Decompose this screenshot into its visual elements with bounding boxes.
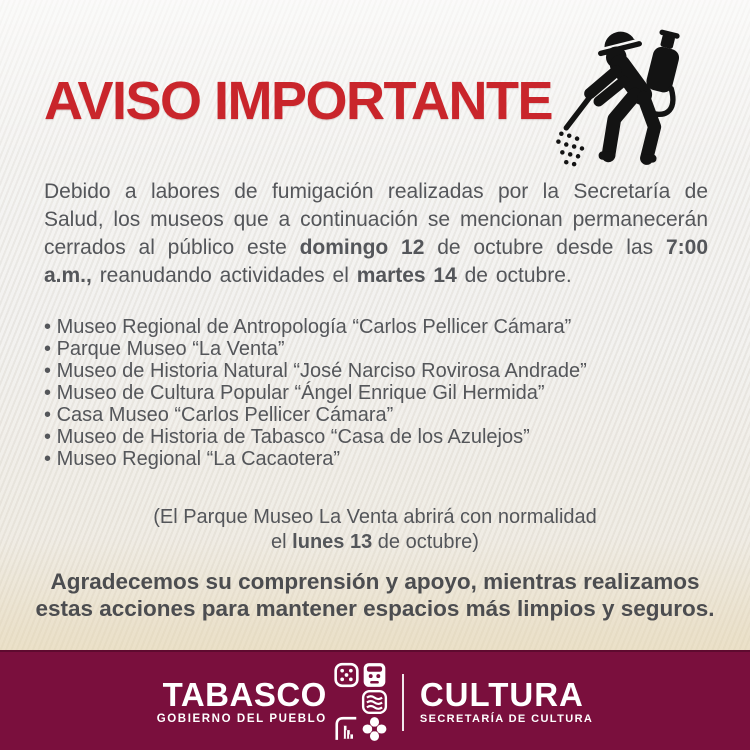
tabasco-glyph-cluster — [333, 662, 388, 742]
footer-band — [0, 650, 750, 750]
la-venta-note: (El Parque Museo La Venta abrirá con normalidad el lunes 13 de octubre) — [153, 506, 597, 553]
list-item: • Parque Museo “La Venta” — [44, 338, 714, 360]
closing-message: Agradecemos su comprensión y apoyo, mientras realizamos estas acciones para mantener espacios más limpios y seguros. — [35, 569, 715, 621]
reopen-monday: lunes 13 — [292, 531, 373, 553]
museum-list — [44, 316, 714, 470]
dice-glyph-icon — [333, 662, 360, 688]
waves-glyph-icon — [361, 689, 388, 715]
list-item: • Museo Regional de Antropología “Carlos Pellicer Cámara” — [44, 316, 714, 338]
closing-time: 7:00 a.m., — [44, 236, 708, 287]
date-closed: domingo 12 — [299, 236, 425, 259]
paragraph-text: Debido a labores de fumigación realizadas por la Secretaría de Salud, los museos que a continuación se mencionan permanecerán cerrados al público este — [44, 180, 708, 259]
list-item: • Museo de Historia Natural “José Narciso Rovirosa Andrade” — [44, 360, 714, 382]
notice-paragraph: Debido a labores de fumigación realizadas por la Secretaría de Salud, los museos que a continuación se mencionan permanecerán cerrados al público este domingo 12 de octubre desde las 7:00 a.m., reanudando actividades el martes 14 de octubre. — [44, 180, 708, 287]
list-item: • Museo Regional “La Cacaotera” — [44, 448, 714, 470]
cultura-logo — [419, 675, 594, 725]
date-reopen: martes 14 — [356, 264, 457, 287]
tabasco-logo — [156, 675, 327, 725]
footer-logos — [157, 662, 594, 742]
mask-glyph-icon — [361, 662, 388, 688]
list-item: • Casa Museo “Carlos Pellicer Cámara” — [44, 404, 714, 426]
tabasco-subtitle: GOBIERNO DEL PUEBLO — [156, 712, 327, 725]
logo-divider — [402, 674, 404, 731]
tabasco-wordmark: TABASCO — [162, 675, 327, 713]
flower-glyph-icon — [361, 716, 388, 742]
fumigator-icon — [556, 20, 706, 172]
cultura-wordmark: CULTURA — [419, 675, 584, 713]
spray-dots — [556, 131, 584, 166]
pyramid-glyph-icon — [333, 716, 360, 742]
list-item: • Museo de Cultura Popular “Ángel Enrique Gil Hermida” — [44, 382, 714, 404]
list-item: • Museo de Historia de Tabasco “Casa de los Azulejos” — [44, 426, 714, 448]
cultura-subtitle: SECRETARÍA DE CULTURA — [419, 712, 594, 725]
page-title: AVISO IMPORTANTE — [44, 71, 553, 131]
